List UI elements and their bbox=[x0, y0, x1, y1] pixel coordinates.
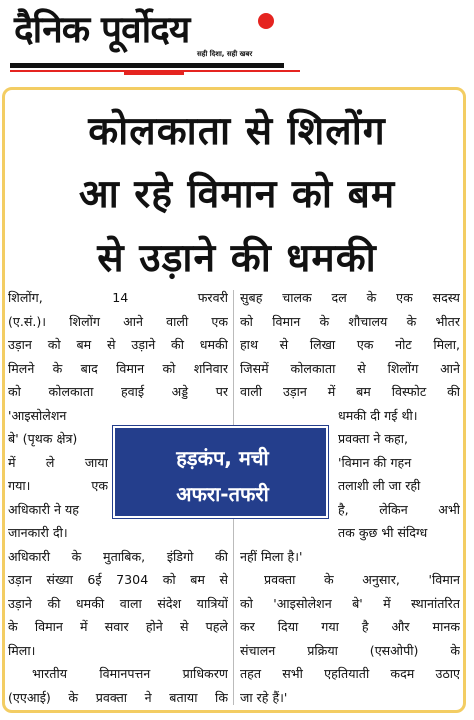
callout-line-2: अफरा-तफरी bbox=[176, 482, 269, 506]
body-line: जिसमें कोलकाता से शिलोंग आने bbox=[240, 360, 460, 376]
body-line: कर दिया गया है और मानक bbox=[240, 619, 460, 634]
body-line: सुबह चालक दल के एक सदस्य bbox=[240, 290, 460, 305]
body-line: 'आइसोलेशन bbox=[8, 407, 67, 423]
body-line: अधिकारी ने यह bbox=[8, 501, 79, 517]
callout-line-1: हड़कंप, मची bbox=[176, 446, 269, 470]
body-line: अधिकारी के मुताबिक, इंडिगो की bbox=[8, 548, 228, 564]
body-line: तक कुछ भी संदिग्ध bbox=[338, 525, 428, 540]
body-line: के विमान में सवार होने से पहले bbox=[8, 619, 228, 634]
body-line: मिलने के बाद विमान को शनिवार bbox=[8, 360, 228, 376]
body-line: जानकारी दी। bbox=[8, 525, 68, 540]
body-line: में ले जाया bbox=[8, 454, 108, 470]
body-line: तहत सभी एहतियाती कदम उठाए bbox=[240, 666, 460, 681]
tagline: सही दिशा, सही खबर bbox=[197, 50, 253, 58]
body-line: नहीं मिला है।' bbox=[240, 548, 303, 564]
masthead-accent-bar bbox=[124, 72, 184, 75]
masthead bbox=[0, 0, 474, 80]
newspaper-logo: दैनिक पूर्वोदय bbox=[14, 8, 190, 51]
body-line: तलाशी ली जा रही bbox=[338, 478, 421, 493]
body-line: गया। एक bbox=[8, 478, 108, 493]
body-line: भारतीय विमानपत्तन प्राधिकरण bbox=[32, 666, 228, 681]
headline-line-3: से उड़ाने की धमकी bbox=[97, 236, 377, 281]
body-line: को कोलकाता हवाई अड्डे पर bbox=[8, 384, 228, 399]
masthead-rule bbox=[10, 63, 284, 68]
body-line: है, लेकिन अभी bbox=[338, 501, 460, 517]
body-line: धमकी दी गई थी। bbox=[338, 407, 418, 423]
logo-dot-icon bbox=[258, 13, 274, 29]
body-line: उड़ान संख्या 6ई 7304 को बम से bbox=[8, 572, 228, 587]
body-line: जा रहे हैं।' bbox=[240, 689, 288, 705]
body-line: बे' (पृथक क्षेत्र) bbox=[8, 431, 78, 446]
headline-line-1: कोलकाता से शिलोंग bbox=[88, 109, 386, 154]
body-line: को विमान के शौचालय के भीतर bbox=[240, 313, 460, 329]
body-line: उड़ान को बम से उड़ाने की धमकी bbox=[8, 337, 228, 352]
body-line: वाली उड़ान में बम विस्फोट की bbox=[240, 384, 460, 399]
body-line: प्रवक्ता के अनुसार, 'विमान bbox=[264, 572, 460, 587]
body-line: प्रवक्ता ने कहा, bbox=[338, 431, 408, 446]
headline-line-2: आ रहे विमान को बम bbox=[78, 172, 396, 217]
body-line: 'विमान की गहन bbox=[338, 454, 412, 470]
body-line: उड़ाने की धमकी वाला संदेश यात्रियों bbox=[8, 595, 228, 611]
body-line: संचालन प्रक्रिया (एसओपी) के bbox=[240, 642, 460, 658]
body-line: हाथ से लिखा एक नोट मिला, bbox=[240, 337, 460, 352]
dateline: शिलोंग, 14 फरवरी bbox=[8, 290, 228, 305]
callout-box bbox=[113, 426, 328, 518]
body-line: को 'आइसोलेशन बे' में स्थानांतरित bbox=[240, 595, 460, 611]
body-line: (एएआई) के प्रवक्ता ने बताया कि bbox=[8, 689, 228, 705]
body-line: मिला। bbox=[8, 642, 36, 658]
body-line: (ए.सं.)। शिलोंग आने वाली एक bbox=[8, 313, 228, 329]
